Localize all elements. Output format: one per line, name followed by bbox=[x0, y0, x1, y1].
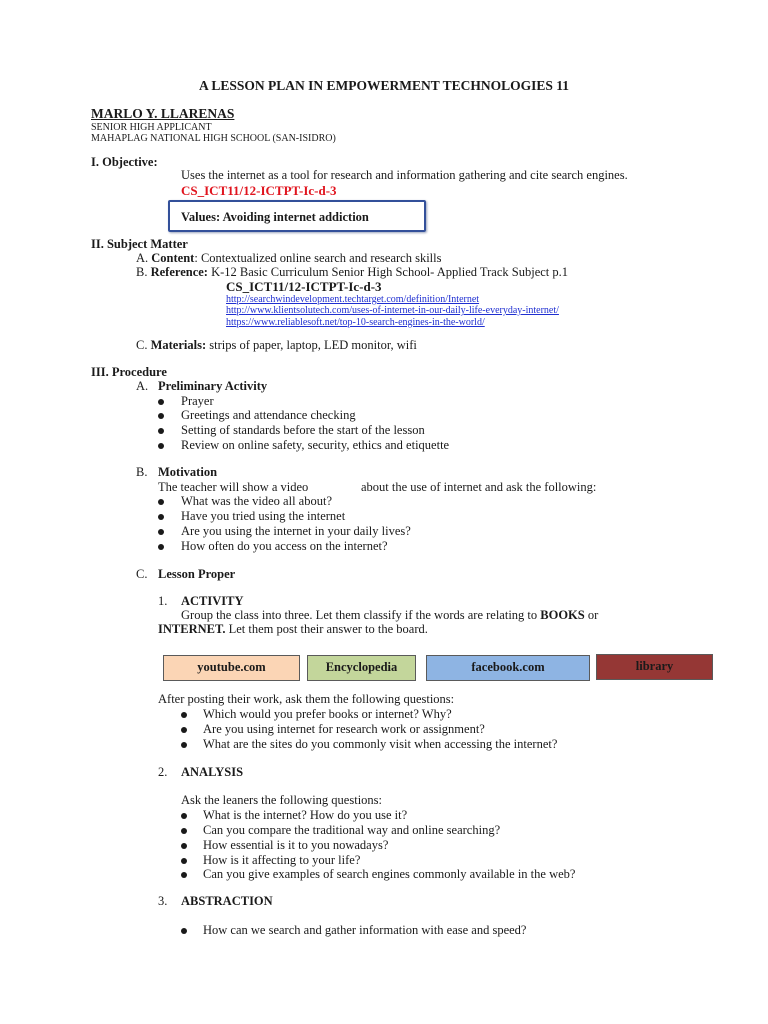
motivation-item: Are you using the internet in your daily lives? bbox=[181, 524, 411, 538]
analysis-title: ANALYSIS bbox=[181, 765, 244, 779]
preliminary-prefix: A. bbox=[136, 379, 149, 393]
activity-line-1a: Group the class into three. Let them classify if the words are relating to bbox=[181, 608, 538, 622]
preliminary-item: Review on online safety, security, ethics and etiquette bbox=[181, 438, 450, 452]
bullet-icon bbox=[181, 928, 187, 934]
bullet-icon bbox=[181, 872, 187, 878]
lesson-proper-prefix: C. bbox=[136, 567, 148, 581]
author-school: MAHAPLAG NATIONAL HIGH SCHOOL (SAN-ISIDRO) bbox=[91, 133, 336, 144]
bullet-icon bbox=[181, 742, 187, 748]
reference-link-3[interactable]: https://www.reliablesoft.net/top-10-search-engines-in-the-world/ bbox=[226, 317, 485, 328]
abstraction-number: 3. bbox=[158, 894, 168, 908]
content-prefix: A. bbox=[136, 251, 149, 265]
author-position: SENIOR HIGH APPLICANT bbox=[91, 122, 212, 133]
word-card-encyclopedia: Encyclopedia bbox=[307, 655, 416, 681]
preliminary-item: Greetings and attendance checking bbox=[181, 408, 356, 422]
materials-prefix: C. bbox=[136, 338, 148, 352]
reference-code: CS_ICT11/12-ICTPT-Ic-d-3 bbox=[226, 279, 382, 294]
motivation-title: Motivation bbox=[158, 465, 218, 479]
content-line bbox=[136, 251, 441, 266]
activity-question: Are you using internet for research work or assignment? bbox=[203, 722, 485, 736]
motivation-intro-b: about the use of internet and ask the following: bbox=[361, 480, 597, 494]
analysis-number: 2. bbox=[158, 765, 168, 779]
bullet-icon bbox=[158, 413, 164, 419]
bullet-icon bbox=[158, 529, 164, 535]
reference-link-2[interactable]: http://www.klientsolutech.com/uses-of-internet-in-our-daily-life-everyday-internet/ bbox=[226, 305, 559, 316]
lesson-proper-title: Lesson Proper bbox=[158, 567, 236, 581]
motivation-item: What was the video all about? bbox=[181, 494, 332, 508]
document-title: A LESSON PLAN IN EMPOWERMENT TECHNOLOGIES 11 bbox=[198, 78, 570, 93]
reference-value: K-12 Basic Curriculum Senior High School- Applied Track Subject p.1 bbox=[211, 265, 569, 279]
bullet-icon bbox=[181, 727, 187, 733]
analysis-question: Can you compare the traditional way and online searching? bbox=[203, 823, 501, 837]
bullet-icon bbox=[181, 843, 187, 849]
materials-label: Materials: bbox=[150, 338, 207, 352]
abstraction-title: ABSTRACTION bbox=[181, 894, 273, 908]
reference-line bbox=[136, 265, 568, 280]
reference-prefix: B. bbox=[136, 265, 148, 279]
bullet-icon bbox=[158, 443, 164, 449]
bullet-icon bbox=[181, 858, 187, 864]
procedure-heading: III. Procedure bbox=[91, 365, 167, 379]
word-card-facebook: facebook.com bbox=[426, 655, 590, 681]
activity-number: 1. bbox=[158, 594, 168, 608]
bullet-icon bbox=[158, 399, 164, 405]
word-card-youtube: youtube.com bbox=[163, 655, 300, 681]
content-value: : Contextualized online search and research skills bbox=[194, 251, 442, 265]
activity-line-2b: Let them post their answer to the board. bbox=[228, 622, 428, 636]
reference-label: Reference: bbox=[150, 265, 208, 279]
bullet-icon bbox=[181, 712, 187, 718]
activity-question: What are the sites do you commonly visit when accessing the internet? bbox=[203, 737, 558, 751]
bullet-icon bbox=[158, 514, 164, 520]
preliminary-item: Prayer bbox=[181, 394, 214, 408]
materials-value: strips of paper, laptop, LED monitor, wifi bbox=[209, 338, 417, 352]
bullet-icon bbox=[181, 813, 187, 819]
content-label: Content bbox=[151, 251, 195, 265]
bullet-icon bbox=[158, 544, 164, 550]
analysis-intro: Ask the leaners the following questions: bbox=[181, 793, 383, 807]
preliminary-item: Setting of standards before the start of the lesson bbox=[181, 423, 425, 437]
motivation-prefix: B. bbox=[136, 465, 148, 479]
preliminary-title: Preliminary Activity bbox=[158, 379, 268, 393]
activity-internet: INTERNET. bbox=[158, 622, 226, 636]
values-box bbox=[168, 200, 426, 232]
subject-matter-heading: II. Subject Matter bbox=[91, 237, 188, 251]
analysis-question: How essential is it to you nowadays? bbox=[203, 838, 389, 852]
word-card-library: library bbox=[596, 654, 713, 680]
activity-after-text: After posting their work, ask them the following questions: bbox=[158, 692, 455, 706]
analysis-question: Can you give examples of search engines commonly available in the web? bbox=[203, 867, 576, 881]
reference-link-1[interactable]: http://searchwindevelopment.techtarget.com/definition/Internet bbox=[226, 294, 480, 305]
activity-line-1 bbox=[181, 608, 598, 623]
analysis-question: How is it affecting to your life? bbox=[203, 853, 361, 867]
abstraction-question: How can we search and gather information with ease and speed? bbox=[203, 923, 527, 937]
activity-books: BOOKS bbox=[540, 608, 585, 622]
bullet-icon bbox=[158, 428, 164, 434]
motivation-item: How often do you access on the internet? bbox=[181, 539, 388, 553]
values-text: Values: Avoiding internet addiction bbox=[181, 210, 369, 224]
bullet-icon bbox=[158, 499, 164, 505]
objective-heading: I. Objective: bbox=[91, 155, 158, 169]
author-name: MARLO Y. LLARENAS bbox=[91, 106, 235, 121]
activity-line-2 bbox=[158, 622, 428, 637]
analysis-question: What is the internet? How do you use it? bbox=[203, 808, 408, 822]
activity-or: or bbox=[587, 608, 599, 622]
motivation-item: Have you tried using the internet bbox=[181, 509, 346, 523]
motivation-intro-a: The teacher will show a video bbox=[158, 480, 309, 494]
objective-text: Uses the internet as a tool for research and information gathering and cite search engines. bbox=[181, 168, 628, 182]
objective-code: CS_ICT11/12-ICTPT-Ic-d-3 bbox=[181, 183, 337, 198]
activity-title: ACTIVITY bbox=[181, 594, 244, 608]
activity-question: Which would you prefer books or internet? Why? bbox=[203, 707, 452, 721]
materials-line bbox=[136, 338, 417, 353]
bullet-icon bbox=[181, 828, 187, 834]
